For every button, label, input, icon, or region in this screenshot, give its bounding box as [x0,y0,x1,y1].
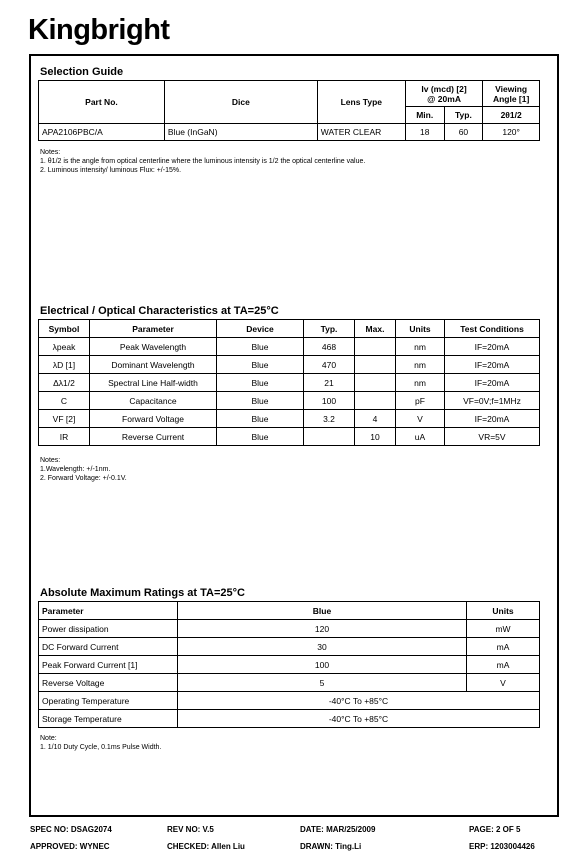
cell-max [355,356,396,374]
table-row [39,124,540,141]
cell-max: 4 [355,410,396,428]
table-row [39,410,540,428]
header-view-line2: Angle [1] [492,93,530,104]
header-iv-line2: @ 20mA [427,93,461,104]
cell-symbol: C [39,392,90,410]
header-dice: Dice [164,81,317,124]
cell-units: V [467,674,540,692]
header-parameter: Parameter [39,602,178,620]
table-row [39,638,540,656]
selection-guide-title: Selection Guide [40,66,124,78]
cell-units: V [396,410,445,428]
table-row [39,710,540,728]
header-units: Units [396,320,445,338]
header-max: Max. [355,320,396,338]
cell-units: pF [396,392,445,410]
cell-parameter: Power dissipation [39,620,178,638]
absolute-ratings-table [38,601,540,728]
header-iv-line1: Iv (mcd) [2] [421,83,467,94]
cell-parameter: Peak Wavelength [90,338,217,356]
cell-parameter: Dominant Wavelength [90,356,217,374]
table-row [39,656,540,674]
cell-units: uA [396,428,445,446]
cell-typ: 21 [304,374,355,392]
cell-device: Blue [217,428,304,446]
cell-symbol: IR [39,428,90,446]
cell-conditions: IF=20mA [445,338,540,356]
cell-device: Blue [217,374,304,392]
cell-parameter: Reverse Current [90,428,217,446]
cell-value: 120 [178,620,467,638]
table-row [39,338,540,356]
header-device: Device [217,320,304,338]
cell-typ [304,428,355,446]
cell-parameter: Spectral Line Half-width [90,374,217,392]
cell-symbol: λD [1] [39,356,90,374]
note-line: 2. Luminous intensity/ luminous Flux: +/-15%. [40,167,182,174]
footer-checked: CHECKED: Allen Liu [167,842,245,851]
header-typ: Typ. [444,107,483,124]
cell-units: mA [467,656,540,674]
cell-conditions: IF=20mA [445,410,540,428]
selection-notes [40,148,365,175]
footer-drawn: DRAWN: Ting.Li [300,842,362,851]
cell-value: -40°C To +85°C [178,710,540,728]
cell-max [355,338,396,356]
cell-symbol: λpeak [39,338,90,356]
note-line: 1.Wavelength: +/-1nm. [40,466,111,473]
cell-typ: 60 [444,124,483,141]
header-units: Units [467,602,540,620]
cell-max: 10 [355,428,396,446]
cell-conditions: VF=0V;f=1MHz [445,392,540,410]
footer-approved: APPROVED: WYNEC [30,842,110,851]
cell-conditions: VR=5V [445,428,540,446]
cell-device: Blue [217,392,304,410]
header-blue: Blue [178,602,467,620]
cell-value: -40°C To +85°C [178,692,540,710]
cell-value: 5 [178,674,467,692]
note-line: 2. Forward Voltage: +/-0.1V. [40,475,127,482]
cell-value: 30 [178,638,467,656]
brand-logo: Kingbright [28,14,170,46]
footer-erp: ERP: 1203004426 [469,842,535,851]
cell-lens: WATER CLEAR [317,124,405,141]
cell-symbol: Δλ1/2 [39,374,90,392]
cell-parameter: Forward Voltage [90,410,217,428]
table-row [39,620,540,638]
table-row [39,356,540,374]
cell-max [355,374,396,392]
table-row [39,428,540,446]
cell-parameter: Capacitance [90,392,217,410]
note-line: Notes: [40,149,61,156]
note-line: Note: [40,735,57,742]
absolute-notes [40,734,161,752]
cell-parameter: Storage Temperature [39,710,178,728]
header-test-conditions: Test Conditions [445,320,540,338]
header-iv [405,81,482,107]
header-symbol: Symbol [39,320,90,338]
footer-rev-no: REV NO: V.5 [167,825,214,834]
cell-part: APA2106PBC/A [39,124,165,141]
header-lens-type: Lens Type [317,81,405,124]
cell-units: nm [396,338,445,356]
cell-device: Blue [217,338,304,356]
footer-spec-no: SPEC NO: DSAG2074 [30,825,112,834]
cell-max [355,392,396,410]
electrical-title: Electrical / Optical Characteristics at TA=25°C [40,305,279,317]
header-typ: Typ. [304,320,355,338]
cell-units: mW [467,620,540,638]
electrical-table [38,319,540,446]
note-line: 1. 1/10 Duty Cycle, 0.1ms Pulse Width. [40,744,162,751]
cell-device: Blue [217,410,304,428]
absolute-ratings-title: Absolute Maximum Ratings at TA=25°C [40,587,245,599]
cell-typ: 3.2 [304,410,355,428]
table-row [39,692,540,710]
header-view-line1: Viewing [495,83,528,94]
cell-typ: 100 [304,392,355,410]
cell-angle: 120° [483,124,540,141]
cell-parameter: Operating Temperature [39,692,178,710]
cell-units: nm [396,374,445,392]
note-line: Notes: [40,457,61,464]
table-row [39,674,540,692]
cell-conditions: IF=20mA [445,374,540,392]
cell-dice: Blue (InGaN) [164,124,317,141]
cell-value: 100 [178,656,467,674]
header-parameter: Parameter [90,320,217,338]
note-line: 1. θ1/2 is the angle from optical centerline where the luminous intensity is 1/2 the optical centerline value. [40,158,366,165]
cell-parameter: Peak Forward Current [1] [39,656,178,674]
cell-typ: 470 [304,356,355,374]
footer-page: PAGE: 2 OF 5 [469,825,521,834]
header-min: Min. [405,107,444,124]
header-part-no: Part No. [39,81,165,124]
selection-guide-table [38,80,540,141]
table-row [39,374,540,392]
table-row [39,392,540,410]
cell-parameter: Reverse Voltage [39,674,178,692]
cell-conditions: IF=20mA [445,356,540,374]
cell-typ: 468 [304,338,355,356]
cell-units: nm [396,356,445,374]
electrical-notes [40,456,127,483]
cell-min: 18 [405,124,444,141]
cell-device: Blue [217,356,304,374]
cell-units: mA [467,638,540,656]
header-viewing-angle [483,81,540,107]
header-theta: 2θ1/2 [483,107,540,124]
cell-parameter: DC Forward Current [39,638,178,656]
cell-symbol: VF [2] [39,410,90,428]
footer-date: DATE: MAR/25/2009 [300,825,376,834]
